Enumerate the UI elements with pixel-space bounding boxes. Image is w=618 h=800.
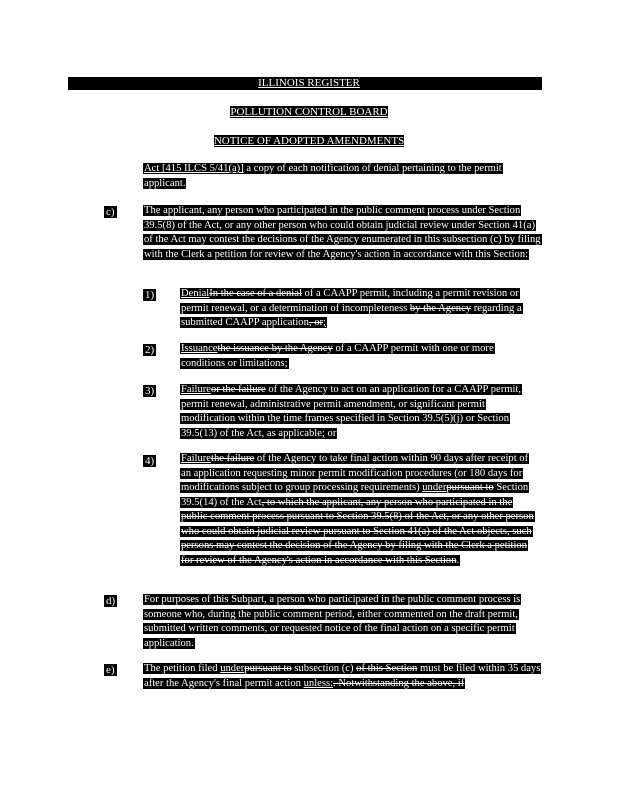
- section-d-paragraph: For purposes of this Subpart, a person who participated in the public comment process is someone who, during the public comment period, either commented on the draft permit, submitted written comments, or requested notice of the final action on a specific permit application.: [144, 594, 521, 649]
- item-4-paragraph: Failurethe failure of the Agency to take final action within 90 days after receipt of an application requesting minor permit modification procedures (or 180 days for modifications subject to group processing requirements) underpursuant to Section 39.5(14) of the Act, to which the applicant, any person who participated in the public comment process pursuant to Section 39.5(8) of the Act, or any other person who could obtain judicial review pursuant to Section 41(a) of the Act objects, such persons may contest the decision of the Agency by filing with the Clerk a petition for review of the Agency's action in accordance with this Section.: [181, 453, 534, 566]
- item-4-label: 4): [145, 455, 155, 467]
- section-c-label: c): [106, 206, 115, 218]
- register-title: ILLINOIS REGISTER: [258, 77, 360, 89]
- board-name: POLLUTION CONTROL BOARD: [230, 106, 388, 118]
- section-e-paragraph: The petition filed underpursuant to subsection (c) of this Section must be filed within 35 days after the Agency's final permit action unless:. Notwithstanding the above, if: [144, 663, 541, 689]
- item-1-label: 1): [145, 289, 155, 301]
- intro-paragraph: Act [415 ILCS 5/41(a)] a copy of each notification of denial pertaining to the permit applicant.: [144, 163, 502, 189]
- item-1-paragraph: DenialIn the case of a denial of a CAAPP permit, including a permit revision or permit renewal, or a determination of incompleteness by the Agency regarding a submitted CAAPP application, or;: [181, 288, 522, 328]
- item-3-paragraph: Failureor the failure of the Agency to act on an application for a CAAPP permit, permit renewal, administrative permit amendment, or significant permit modification within the time frames specified in Section 39.5(5)(j) or Section 39.5(13) of the Act, as applicable; or: [181, 384, 522, 439]
- item-2-label: 2): [145, 344, 155, 356]
- notice-title: NOTICE OF ADOPTED AMENDMENTS: [213, 135, 405, 147]
- section-d-label: d): [106, 595, 116, 607]
- item-3-label: 3): [145, 385, 155, 397]
- item-2-paragraph: Issuancethe issuance by the Agency of a CAAPP permit with one or more conditions or limitations;: [181, 343, 494, 369]
- section-c-paragraph: The applicant, any person who participated in the public comment process under Section 39.5(8) of the Act, or any other person who could obtain judicial review under Section 41(a) of the Act may contest the decisions of the Agency enumerated in this subsection (c) by filing with the Clerk a petition for review of the Agency's action in accordance with this Section:: [144, 205, 541, 260]
- section-e-label: e): [106, 664, 115, 676]
